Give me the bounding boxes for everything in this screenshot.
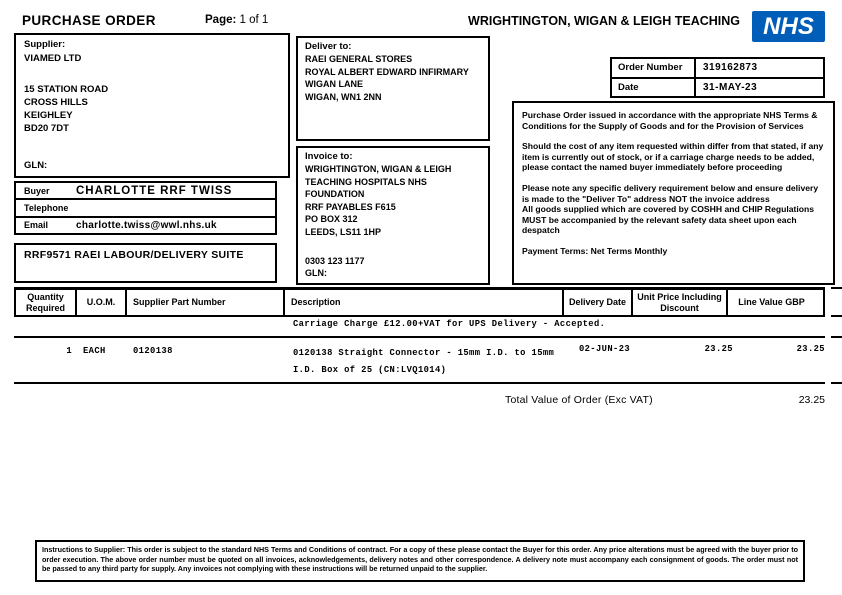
buyer-box: [14, 181, 277, 235]
email-value: charlotte.twiss@wwl.nhs.uk: [76, 219, 217, 231]
order-date-label: Date: [612, 79, 696, 97]
item-description-line1: 0120138 Straight Connector - 15mm I.D. to 15mm: [293, 348, 555, 358]
col-delivery-date: Delivery Date: [564, 290, 633, 315]
supplier-address-line: KEIGHLEY: [24, 110, 73, 121]
invoice-to-line: RRF PAYABLES F615: [305, 201, 396, 212]
item-description-line2: I.D. Box of 25 (CN:LVQ1014): [293, 365, 447, 375]
order-info-table: [610, 57, 825, 98]
terms-paragraph: Purchase Order issued in accordance with the appropriate NHS Terms & Conditions for the Supply of Goods and for the Provision of Services: [522, 110, 818, 131]
terms-paragraph: All goods supplied which are covered by COSHH and CHIP Regulations MUST be accompanied by the relevant safety data sheet upon each despatch: [522, 204, 815, 236]
table-rule-stub: [831, 382, 842, 384]
supplier-address-line: 15 STATION ROAD: [24, 84, 109, 95]
telephone-row: [16, 200, 275, 217]
email-label: Email: [24, 220, 49, 231]
item-part-number: 0120138: [133, 346, 173, 356]
deliver-to-line: ROYAL ALBERT EDWARD INFIRMARY: [305, 66, 469, 77]
col-unit-price: Unit Price Including Discount: [633, 290, 728, 315]
page-title: PURCHASE ORDER: [22, 13, 156, 28]
supplier-address-line: BD20 7DT: [24, 123, 69, 134]
instructions-text: Instructions to Supplier: This order is subject to the standard NHS Terms and Conditions of contract. For a copy of these please contact the Buyer for this order. Any price alterations must be agreed with the buyer prior to order execution. The above order number must be quoted on all invoices, acknowledgements, delivery notes and other correspondence. A delivery note must accompany each consignment of goods. The order must not be passed to any third party for supply. Any invoices not complying with these instructions will be returned unpaid to the supplier.: [42, 545, 798, 574]
supplier-label: Supplier:: [24, 39, 66, 50]
carriage-note: Carriage Charge £12.00+VAT for UPS Delivery - Accepted.: [293, 319, 606, 329]
instructions-box: [35, 540, 805, 582]
table-rule: [14, 382, 825, 384]
order-number-row: [612, 59, 823, 79]
deliver-to-line: WIGAN LANE: [305, 79, 363, 89]
invoice-to-line: PO BOX 312: [305, 214, 358, 224]
nhs-logo-text: NHS: [763, 12, 814, 40]
terms-box: [512, 101, 835, 285]
telephone-label: Telephone: [24, 202, 69, 213]
invoice-to-line: LEEDS, LS11 1HP: [305, 226, 382, 237]
terms-paragraph: Please note any specific delivery requirement below and ensure delivery is made to the "Deliver To" address NOT the invoice address: [522, 182, 819, 204]
total-label: Total Value of Order (Exc VAT): [505, 394, 653, 406]
col-supplier-part-number: Supplier Part Number: [127, 290, 285, 315]
nhs-logo: [752, 11, 825, 42]
table-rule-stub: [831, 287, 842, 289]
item-line-value: 23.25: [796, 344, 825, 354]
cost-centre-box: [14, 243, 277, 283]
item-quantity: 1: [66, 346, 72, 356]
cost-centre-text: RRF9571 RAEI LABOUR/DELIVERY SUITE: [24, 249, 244, 261]
terms-paragraph: Should the cost of any item requested within differ from that stated, if any item is currently out of stock, or if a carriage charge needs to be added, please contact the named buyer immediately before proceeding: [522, 141, 824, 173]
item-uom: EACH: [83, 346, 106, 356]
table-rule-stub: [831, 336, 842, 338]
invoice-to-label: Invoice to:: [305, 151, 353, 162]
invoice-phone: 0303 123 1177: [305, 255, 365, 266]
invoice-to-line: TEACHING HOSPITALS NHS FOUNDATION: [305, 176, 427, 199]
col-uom: U.O.M.: [77, 290, 127, 315]
supplier-address-line: CROSS HILLS: [24, 97, 88, 108]
col-description: Description: [285, 290, 564, 315]
order-date-value: 31-MAY-23: [703, 81, 758, 93]
payment-terms: Payment Terms: Net Terms Monthly: [522, 245, 668, 256]
buyer-name: CHARLOTTE RRF TWISS: [76, 184, 233, 197]
total-value: 23.25: [798, 394, 825, 406]
buyer-label: Buyer: [24, 185, 50, 196]
email-row: [16, 218, 275, 233]
invoice-to-box: [296, 146, 490, 285]
col-line-value: Line Value GBP: [738, 297, 805, 308]
invoice-gln-label: GLN:: [305, 267, 327, 278]
deliver-to-address: [298, 52, 488, 103]
supplier-gln-label: GLN:: [24, 160, 48, 171]
deliver-to-label: Deliver to:: [305, 41, 352, 52]
table-rule: [14, 336, 825, 338]
invoice-to-line: WRIGHTINGTON, WIGAN & LEIGH: [305, 164, 452, 174]
page-label: Page:: [205, 14, 237, 26]
trust-name: WRIGHTINGTON, WIGAN & LEIGH TEACHING: [468, 14, 740, 28]
line-table-header: [14, 287, 825, 317]
supplier-box: [14, 33, 290, 178]
order-number-value: 319162873: [703, 62, 758, 74]
deliver-to-line: RAEI GENERAL STORES: [305, 54, 413, 64]
item-unit-price: 23.25: [704, 344, 733, 354]
table-rule-stub: [831, 315, 842, 317]
page-indicator: [205, 14, 268, 26]
order-date-row: [612, 79, 823, 97]
deliver-to-line: WIGAN, WN1 2NN: [305, 91, 382, 102]
col-quantity-required: Quantity Required: [16, 290, 77, 315]
invoice-to-address: [298, 162, 488, 238]
deliver-to-box: [296, 36, 490, 141]
supplier-name: VIAMED LTD: [24, 53, 82, 64]
page-value: 1 of 1: [239, 14, 269, 26]
order-number-label: Order Number: [612, 59, 696, 77]
item-delivery-date: 02-JUN-23: [578, 344, 631, 354]
buyer-row: [16, 183, 275, 200]
supplier-address: [16, 65, 288, 135]
